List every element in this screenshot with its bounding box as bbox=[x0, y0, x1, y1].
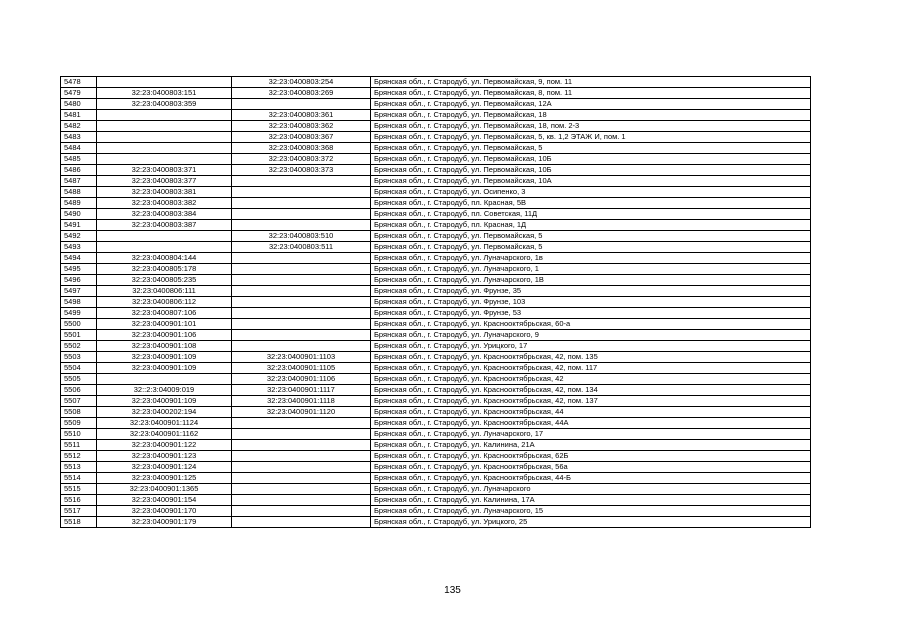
related-cadastral-number-cell bbox=[232, 308, 371, 319]
row-number-cell: 5498 bbox=[61, 297, 97, 308]
row-number-cell: 5509 bbox=[61, 418, 97, 429]
address-cell: Брянская обл., г. Стародуб, ул. Краснооктябрьская, 42, пом. 134 bbox=[371, 385, 811, 396]
address-cell: Брянская обл., г. Стародуб, ул. Первомайская, 18, пом. 2-3 bbox=[371, 121, 811, 132]
cadastral-number-cell: 32:23:0400901:108 bbox=[97, 341, 232, 352]
address-cell: Брянская обл., г. Стародуб, ул. Краснооктябрьская, 56а bbox=[371, 462, 811, 473]
cadastral-number-cell bbox=[97, 374, 232, 385]
table-row bbox=[61, 374, 811, 385]
table-row bbox=[61, 484, 811, 495]
related-cadastral-number-cell bbox=[232, 319, 371, 330]
address-cell: Брянская обл., г. Стародуб, ул. Луначарского bbox=[371, 484, 811, 495]
cadastral-number-cell: 32:23:0400901:1162 bbox=[97, 429, 232, 440]
row-number-cell: 5494 bbox=[61, 253, 97, 264]
row-number-cell: 5517 bbox=[61, 506, 97, 517]
cadastral-number-cell: 32:23:0400202:194 bbox=[97, 407, 232, 418]
row-number-cell: 5501 bbox=[61, 330, 97, 341]
address-cell: Брянская обл., г. Стародуб, ул. Первомайская, 5 bbox=[371, 231, 811, 242]
address-cell: Брянская обл., г. Стародуб, ул. Первомайская, 8, пом. 11 bbox=[371, 88, 811, 99]
table-row bbox=[61, 451, 811, 462]
row-number-cell: 5490 bbox=[61, 209, 97, 220]
table-row bbox=[61, 154, 811, 165]
address-cell: Брянская обл., г. Стародуб, ул. Фрунзе, 35 bbox=[371, 286, 811, 297]
related-cadastral-number-cell bbox=[232, 451, 371, 462]
table-row bbox=[61, 286, 811, 297]
cadastral-number-cell bbox=[97, 242, 232, 253]
row-number-cell: 5489 bbox=[61, 198, 97, 209]
address-cell: Брянская обл., г. Стародуб, ул. Урицкого, 25 bbox=[371, 517, 811, 528]
address-cell: Брянская обл., г. Стародуб, ул. Луначарского, 1в bbox=[371, 253, 811, 264]
table-row bbox=[61, 264, 811, 275]
address-cell: Брянская обл., г. Стародуб, ул. Первомайская, 5 bbox=[371, 242, 811, 253]
table-row bbox=[61, 319, 811, 330]
address-cell: Брянская обл., г. Стародуб, ул. Краснооктябрьская, 42, пом. 117 bbox=[371, 363, 811, 374]
address-cell: Брянская обл., г. Стародуб, ул. Краснооктябрьская, 42 bbox=[371, 374, 811, 385]
address-cell: Брянская обл., г. Стародуб, ул. Краснооктябрьская, 42, пом. 135 bbox=[371, 352, 811, 363]
cadastral-number-cell: 32:23:0400901:125 bbox=[97, 473, 232, 484]
table-row bbox=[61, 99, 811, 110]
address-cell: Брянская обл., г. Стародуб, ул. Краснооктябрьская, 62Б bbox=[371, 451, 811, 462]
row-number-cell: 5485 bbox=[61, 154, 97, 165]
address-cell: Брянская обл., г. Стародуб, ул. Первомайская, 10Б bbox=[371, 165, 811, 176]
address-cell: Брянская обл., г. Стародуб, ул. Первомайская, 5 bbox=[371, 143, 811, 154]
related-cadastral-number-cell: 32:23:0400901:1118 bbox=[232, 396, 371, 407]
address-cell: Брянская обл., г. Стародуб, ул. Луначарского, 1В bbox=[371, 275, 811, 286]
row-number-cell: 5487 bbox=[61, 176, 97, 187]
table-row bbox=[61, 121, 811, 132]
table-row bbox=[61, 110, 811, 121]
cadastral-number-cell: 32:23:0400901:179 bbox=[97, 517, 232, 528]
table-row bbox=[61, 341, 811, 352]
table-row bbox=[61, 308, 811, 319]
related-cadastral-number-cell bbox=[232, 506, 371, 517]
cadastral-number-cell bbox=[97, 121, 232, 132]
cadastral-number-cell: 32:23:0400806:111 bbox=[97, 286, 232, 297]
related-cadastral-number-cell: 32:23:0400803:254 bbox=[232, 77, 371, 88]
cadastral-number-cell: 32:23:0400901:101 bbox=[97, 319, 232, 330]
address-cell: Брянская обл., г. Стародуб, ул. Калинина, 21А bbox=[371, 440, 811, 451]
address-cell: Брянская обл., г. Стародуб, ул. Фрунзе, 53 bbox=[371, 308, 811, 319]
table-row bbox=[61, 77, 811, 88]
row-number-cell: 5479 bbox=[61, 88, 97, 99]
cadastral-number-cell: 32:23:0400901:122 bbox=[97, 440, 232, 451]
table-row bbox=[61, 165, 811, 176]
related-cadastral-number-cell bbox=[232, 198, 371, 209]
table-row bbox=[61, 88, 811, 99]
cadastral-number-cell: 32:23:0400901:1124 bbox=[97, 418, 232, 429]
related-cadastral-number-cell: 32:23:0400901:1120 bbox=[232, 407, 371, 418]
cadastral-number-cell: 32:23:0400901:124 bbox=[97, 462, 232, 473]
row-number-cell: 5483 bbox=[61, 132, 97, 143]
table-row bbox=[61, 506, 811, 517]
row-number-cell: 5512 bbox=[61, 451, 97, 462]
table-row bbox=[61, 473, 811, 484]
cadastral-number-cell: 32:23:0400803:377 bbox=[97, 176, 232, 187]
address-cell: Брянская обл., г. Стародуб, ул. Первомайская, 9, пом. 11 bbox=[371, 77, 811, 88]
cadastral-number-cell: 32:23:0400803:151 bbox=[97, 88, 232, 99]
cadastral-number-cell: 32:23:0400901:170 bbox=[97, 506, 232, 517]
table-row bbox=[61, 352, 811, 363]
table-row bbox=[61, 275, 811, 286]
related-cadastral-number-cell bbox=[232, 176, 371, 187]
cadastral-number-cell bbox=[97, 143, 232, 154]
related-cadastral-number-cell: 32:23:0400803:372 bbox=[232, 154, 371, 165]
table-row bbox=[61, 385, 811, 396]
related-cadastral-number-cell bbox=[232, 484, 371, 495]
row-number-cell: 5480 bbox=[61, 99, 97, 110]
table-row bbox=[61, 396, 811, 407]
related-cadastral-number-cell: 32:23:0400803:269 bbox=[232, 88, 371, 99]
row-number-cell: 5518 bbox=[61, 517, 97, 528]
address-cell: Брянская обл., г. Стародуб, ул. Луначарского, 15 bbox=[371, 506, 811, 517]
row-number-cell: 5516 bbox=[61, 495, 97, 506]
cadastral-number-cell: 32:23:0400803:387 bbox=[97, 220, 232, 231]
address-cell: Брянская обл., г. Стародуб, ул. Краснооктябрьская, 60-а bbox=[371, 319, 811, 330]
cadastral-number-cell: 32:23:0400803:371 bbox=[97, 165, 232, 176]
address-cell: Брянская обл., г. Стародуб, ул. Фрунзе, 103 bbox=[371, 297, 811, 308]
cadastral-number-cell: 32:23:0400807:106 bbox=[97, 308, 232, 319]
cadastral-number-cell: 32::2:3:04009:019 bbox=[97, 385, 232, 396]
row-number-cell: 5515 bbox=[61, 484, 97, 495]
row-number-cell: 5508 bbox=[61, 407, 97, 418]
address-cell: Брянская обл., г. Стародуб, ул. Калинина, 17А bbox=[371, 495, 811, 506]
table-row bbox=[61, 176, 811, 187]
related-cadastral-number-cell bbox=[232, 473, 371, 484]
address-cell: Брянская обл., г. Стародуб, пл. Советская, 11Д bbox=[371, 209, 811, 220]
table-row bbox=[61, 242, 811, 253]
cadastral-number-cell: 32:23:0400901:154 bbox=[97, 495, 232, 506]
table-row bbox=[61, 517, 811, 528]
address-cell: Брянская обл., г. Стародуб, пл. Красная, 5В bbox=[371, 198, 811, 209]
cadastral-number-cell bbox=[97, 154, 232, 165]
related-cadastral-number-cell bbox=[232, 341, 371, 352]
table-row bbox=[61, 187, 811, 198]
address-cell: Брянская обл., г. Стародуб, ул. Краснооктябрьская, 42, пом. 137 bbox=[371, 396, 811, 407]
related-cadastral-number-cell bbox=[232, 297, 371, 308]
registry-table bbox=[60, 76, 811, 528]
related-cadastral-number-cell bbox=[232, 517, 371, 528]
related-cadastral-number-cell: 32:23:0400803:368 bbox=[232, 143, 371, 154]
row-number-cell: 5481 bbox=[61, 110, 97, 121]
related-cadastral-number-cell bbox=[232, 286, 371, 297]
row-number-cell: 5478 bbox=[61, 77, 97, 88]
address-cell: Брянская обл., г. Стародуб, ул. Первомайская, 18 bbox=[371, 110, 811, 121]
cadastral-number-cell: 32:23:0400804:144 bbox=[97, 253, 232, 264]
table-row bbox=[61, 440, 811, 451]
row-number-cell: 5492 bbox=[61, 231, 97, 242]
table-row bbox=[61, 209, 811, 220]
registry-table-body bbox=[61, 77, 811, 528]
cadastral-number-cell bbox=[97, 231, 232, 242]
related-cadastral-number-cell: 32:23:0400803:361 bbox=[232, 110, 371, 121]
row-number-cell: 5493 bbox=[61, 242, 97, 253]
address-cell: Брянская обл., г. Стародуб, ул. Первомайская, 5, кв. 1,2 ЭТАЖ И, пом. 1 bbox=[371, 132, 811, 143]
table-row bbox=[61, 297, 811, 308]
row-number-cell: 5496 bbox=[61, 275, 97, 286]
cadastral-number-cell: 32:23:0400901:109 bbox=[97, 396, 232, 407]
cadastral-number-cell: 32:23:0400805:235 bbox=[97, 275, 232, 286]
address-cell: Брянская обл., г. Стародуб, ул. Луначарского, 1 bbox=[371, 264, 811, 275]
table-row bbox=[61, 407, 811, 418]
row-number-cell: 5506 bbox=[61, 385, 97, 396]
table-row bbox=[61, 253, 811, 264]
table-row bbox=[61, 220, 811, 231]
cadastral-number-cell: 32:23:0400806:112 bbox=[97, 297, 232, 308]
related-cadastral-number-cell: 32:23:0400901:1106 bbox=[232, 374, 371, 385]
table-row bbox=[61, 231, 811, 242]
related-cadastral-number-cell: 32:23:0400803:367 bbox=[232, 132, 371, 143]
related-cadastral-number-cell bbox=[232, 440, 371, 451]
address-cell: Брянская обл., г. Стародуб, ул. Луначарского, 9 bbox=[371, 330, 811, 341]
cadastral-number-cell: 32:23:0400803:384 bbox=[97, 209, 232, 220]
address-cell: Брянская обл., г. Стародуб, ул. Первомайская, 10Б bbox=[371, 154, 811, 165]
address-cell: Брянская обл., г. Стародуб, ул. Краснооктябрьская, 44-Б bbox=[371, 473, 811, 484]
address-cell: Брянская обл., г. Стародуб, ул. Первомайская, 10А bbox=[371, 176, 811, 187]
row-number-cell: 5495 bbox=[61, 264, 97, 275]
row-number-cell: 5499 bbox=[61, 308, 97, 319]
related-cadastral-number-cell: 32:23:0400803:362 bbox=[232, 121, 371, 132]
cadastral-number-cell bbox=[97, 77, 232, 88]
cadastral-number-cell: 32:23:0400901:109 bbox=[97, 352, 232, 363]
address-cell: Брянская обл., г. Стародуб, ул. Урицкого, 17 bbox=[371, 341, 811, 352]
cadastral-number-cell: 32:23:0400803:359 bbox=[97, 99, 232, 110]
cadastral-number-cell: 32:23:0400901:123 bbox=[97, 451, 232, 462]
related-cadastral-number-cell: 32:23:0400901:1103 bbox=[232, 352, 371, 363]
related-cadastral-number-cell: 32:23:0400901:1117 bbox=[232, 385, 371, 396]
row-number-cell: 5502 bbox=[61, 341, 97, 352]
cadastral-number-cell bbox=[97, 110, 232, 121]
cadastral-number-cell: 32:23:0400803:381 bbox=[97, 187, 232, 198]
row-number-cell: 5510 bbox=[61, 429, 97, 440]
related-cadastral-number-cell bbox=[232, 495, 371, 506]
address-cell: Брянская обл., г. Стародуб, ул. Краснооктябрьская, 44А bbox=[371, 418, 811, 429]
related-cadastral-number-cell bbox=[232, 264, 371, 275]
row-number-cell: 5513 bbox=[61, 462, 97, 473]
related-cadastral-number-cell bbox=[232, 330, 371, 341]
cadastral-number-cell bbox=[97, 132, 232, 143]
cadastral-number-cell: 32:23:0400805:178 bbox=[97, 264, 232, 275]
row-number-cell: 5511 bbox=[61, 440, 97, 451]
row-number-cell: 5503 bbox=[61, 352, 97, 363]
table-row bbox=[61, 429, 811, 440]
row-number-cell: 5486 bbox=[61, 165, 97, 176]
related-cadastral-number-cell bbox=[232, 418, 371, 429]
page-number: 135 bbox=[444, 585, 461, 596]
row-number-cell: 5505 bbox=[61, 374, 97, 385]
related-cadastral-number-cell: 32:23:0400803:373 bbox=[232, 165, 371, 176]
related-cadastral-number-cell bbox=[232, 253, 371, 264]
related-cadastral-number-cell bbox=[232, 99, 371, 110]
row-number-cell: 5507 bbox=[61, 396, 97, 407]
related-cadastral-number-cell bbox=[232, 220, 371, 231]
address-cell: Брянская обл., г. Стародуб, пл. Красная, 1Д bbox=[371, 220, 811, 231]
row-number-cell: 5500 bbox=[61, 319, 97, 330]
cadastral-number-cell: 32:23:0400901:1365 bbox=[97, 484, 232, 495]
table-row bbox=[61, 495, 811, 506]
table-row bbox=[61, 143, 811, 154]
table-row bbox=[61, 132, 811, 143]
row-number-cell: 5482 bbox=[61, 121, 97, 132]
table-row bbox=[61, 418, 811, 429]
related-cadastral-number-cell: 32:23:0400901:1105 bbox=[232, 363, 371, 374]
address-cell: Брянская обл., г. Стародуб, ул. Первомайская, 12А bbox=[371, 99, 811, 110]
address-cell: Брянская обл., г. Стародуб, ул. Краснооктябрьская, 44 bbox=[371, 407, 811, 418]
related-cadastral-number-cell bbox=[232, 462, 371, 473]
related-cadastral-number-cell bbox=[232, 209, 371, 220]
row-number-cell: 5504 bbox=[61, 363, 97, 374]
table-row bbox=[61, 363, 811, 374]
table-row bbox=[61, 462, 811, 473]
related-cadastral-number-cell bbox=[232, 429, 371, 440]
row-number-cell: 5488 bbox=[61, 187, 97, 198]
row-number-cell: 5484 bbox=[61, 143, 97, 154]
address-cell: Брянская обл., г. Стародуб, ул. Луначарского, 17 bbox=[371, 429, 811, 440]
related-cadastral-number-cell bbox=[232, 187, 371, 198]
cadastral-number-cell: 32:23:0400901:106 bbox=[97, 330, 232, 341]
cadastral-number-cell: 32:23:0400901:109 bbox=[97, 363, 232, 374]
row-number-cell: 5491 bbox=[61, 220, 97, 231]
related-cadastral-number-cell: 32:23:0400803:510 bbox=[232, 231, 371, 242]
table-row bbox=[61, 330, 811, 341]
row-number-cell: 5514 bbox=[61, 473, 97, 484]
cadastral-number-cell: 32:23:0400803:382 bbox=[97, 198, 232, 209]
related-cadastral-number-cell: 32:23:0400803:511 bbox=[232, 242, 371, 253]
address-cell: Брянская обл., г. Стародуб, ул. Осипенко, 3 bbox=[371, 187, 811, 198]
related-cadastral-number-cell bbox=[232, 275, 371, 286]
row-number-cell: 5497 bbox=[61, 286, 97, 297]
table-row bbox=[61, 198, 811, 209]
